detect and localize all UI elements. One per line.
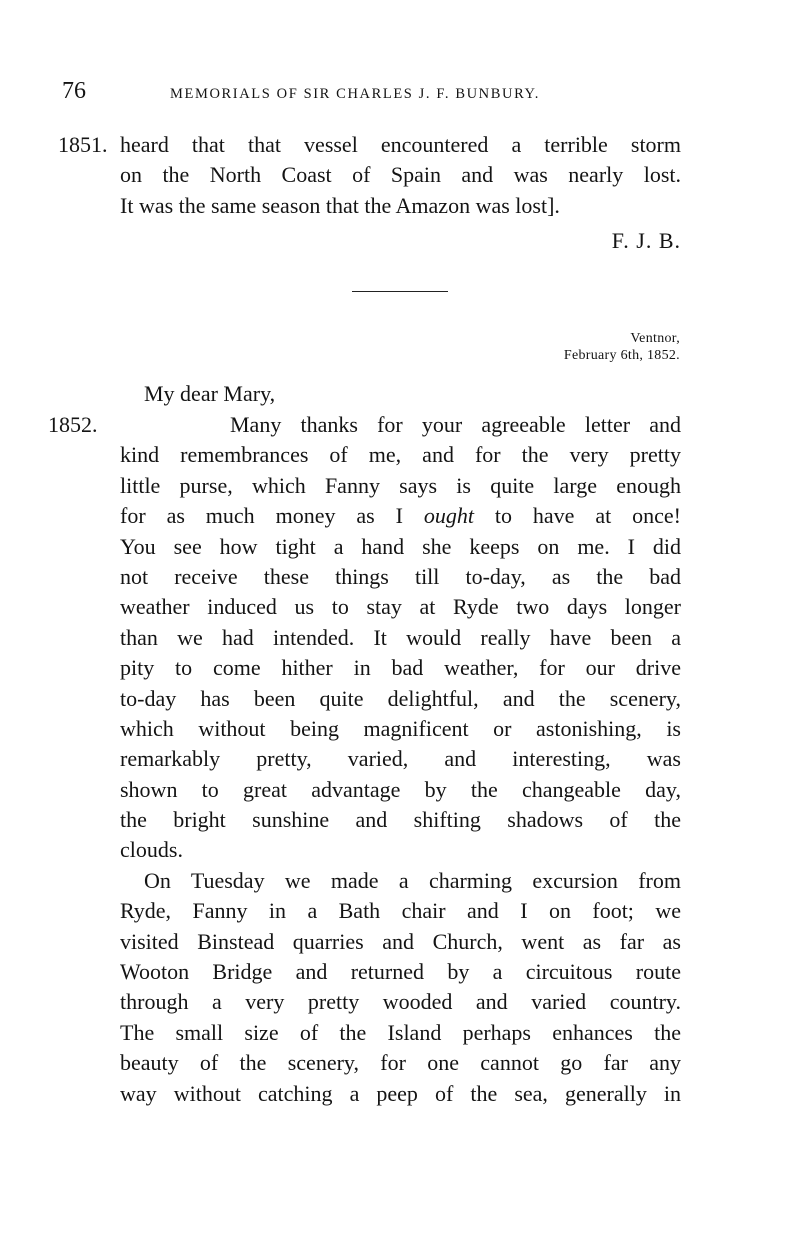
text-line: Many thanks for your agreeable letter and [230,412,681,437]
text-line: clouds. [120,837,183,863]
text-line: on the North Coast of Spain and was nearly lost. [120,162,681,188]
text-line: through a very pretty wooded and varied country. [120,989,681,1015]
text-line: The small size of the Island perhaps enhances the [120,1019,681,1045]
text-line: little purse, which Fanny says is quite large enough [120,472,681,498]
text-line: On Tuesday we made a charming excursion from [144,867,681,893]
text-line: visited Binstead quarries and Church, went as far as [120,928,681,954]
text-line: which without being magnificent or astonishing, is [120,715,681,741]
text-run: for as much money as I [120,503,424,529]
emphasized-word: ought [423,503,474,529]
margin-year-1852: 1852. [48,412,98,437]
text-line: shown to great advantage by the changeable day, [120,776,681,802]
text-line: It was the same season that the Amazon was lost]. [120,192,560,218]
text-line: to-day has been quite delightful, and the scenery, [120,685,681,711]
letter-date: February 6th, 1852. [563,348,680,363]
letter-place: Ventnor, [630,331,680,346]
text-line: remarkably pretty, varied, and interesting, was [120,746,681,772]
text-line: Wooton Bridge and returned by a circuitous route [120,959,681,985]
running-title: MEMORIALS OF SIR CHARLES J. F. BUNBURY. [170,86,540,102]
letter-salutation: My dear Mary, [144,381,276,406]
signature-initials: F. J. B. [611,228,681,253]
text-line: way without catching a peep of the sea, generally in [120,1080,681,1106]
page-number: 76 [62,78,86,104]
text-line: Ryde, Fanny in a Bath chair and I on foot; we [120,898,681,924]
text-line [120,501,681,531]
text-line: heard that that vessel encountered a terrible storm [120,132,681,157]
text-line: the bright sunshine and shifting shadows of the [120,807,681,833]
text-line: beauty of the scenery, for one cannot go far any [120,1050,681,1076]
letter-body [120,410,681,1109]
text-line: You see how tight a hand she keeps on me. I did [120,533,681,559]
text-line: kind remembrances of me, and for the very pretty [120,442,681,468]
text-line: weather induced us to stay at Ryde two days longer [120,594,681,620]
text-line: not receive these things till to-day, as the bad [120,563,681,589]
text-line: than we had intended. It would really have been a [120,624,681,650]
text-run: to have at once! [473,503,682,529]
margin-year-1851: 1851. [58,132,108,157]
section-divider [352,291,448,292]
continuation-paragraph [120,130,681,221]
text-line: pity to come hither in bad weather, for our drive [120,655,681,681]
